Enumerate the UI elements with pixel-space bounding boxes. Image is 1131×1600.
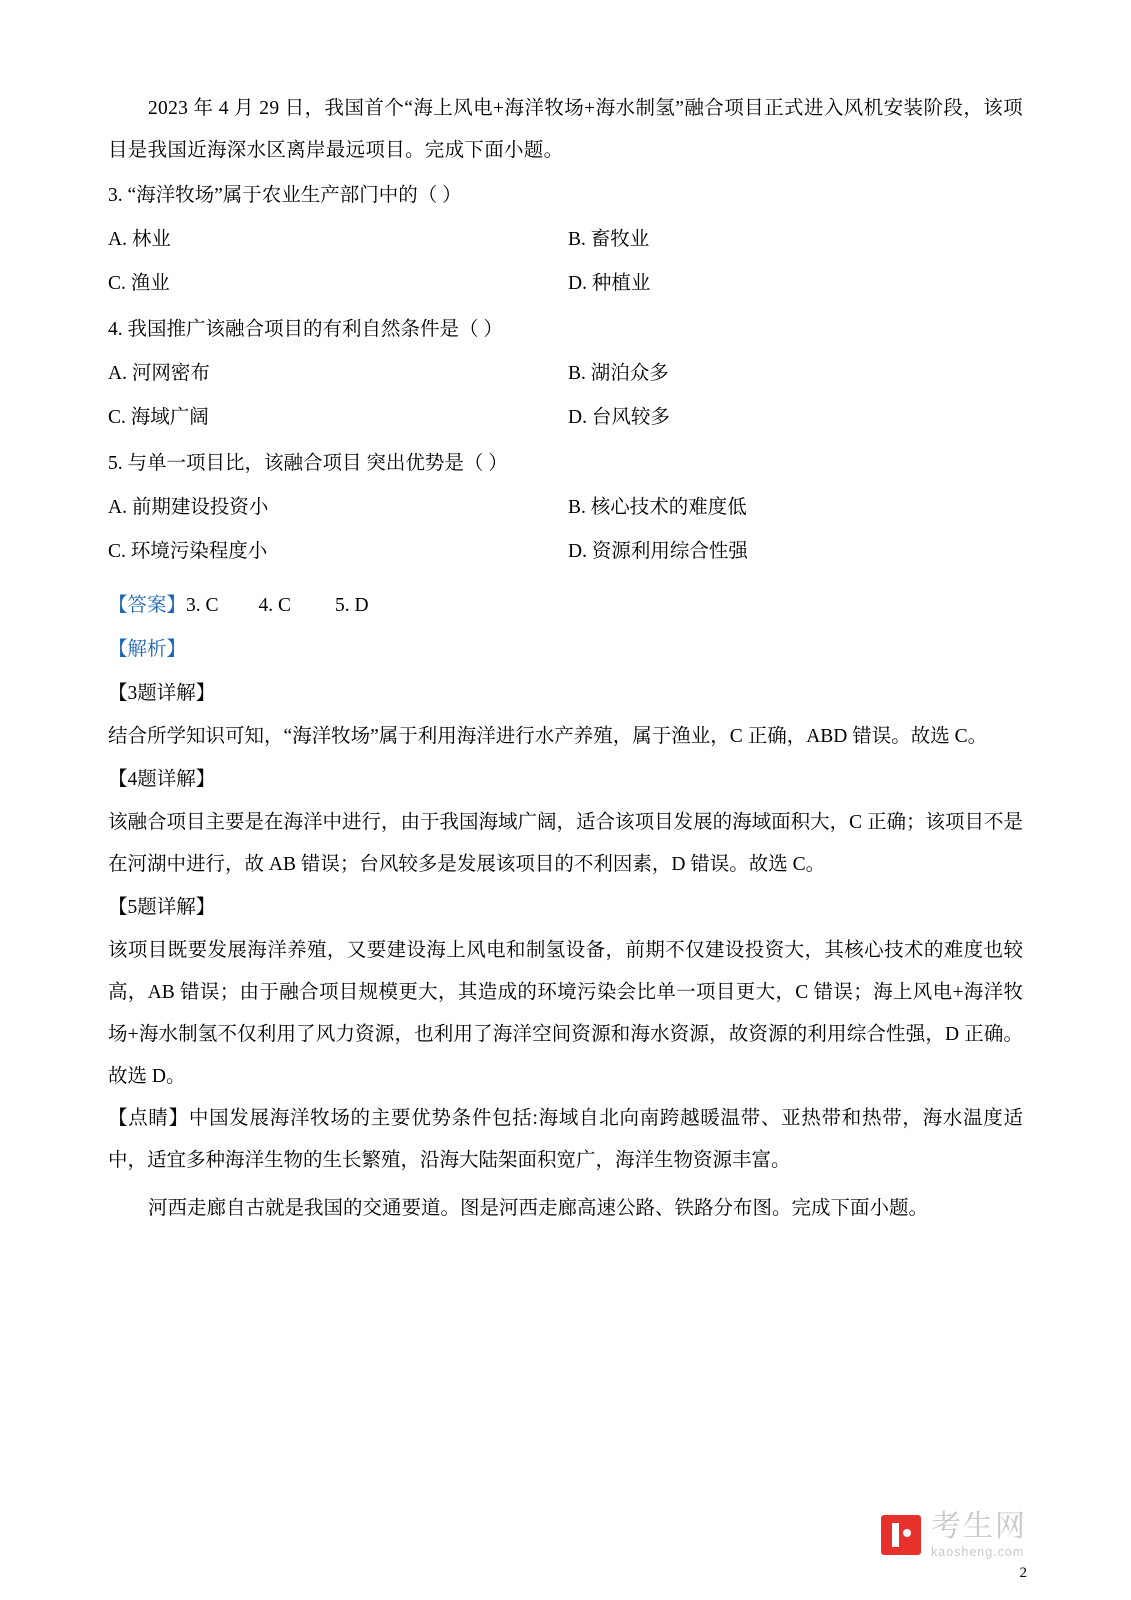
tip-text: 中国发展海洋牧场的主要优势条件包括:海域自北向南跨越暖温带、亚热带和热带，海水温度适中，适宜多种海洋生物的生长繁殖，沿海大陆架面积宽广，海洋生物资源丰富。 (108, 1108, 1023, 1171)
intro-paragraph: 2023 年 4 月 29 日，我国首个“海上风电+海洋牧场+海水制氢”融合项目正式进入风机安装阶段，该项目是我国近海深水区离岸最远项目。完成下面小题。 (108, 98, 1023, 161)
page-number: 2 (1019, 1565, 1027, 1581)
tip-label: 【点睛】 (108, 1108, 189, 1129)
watermark-subtitle: kaosheng.com (931, 1544, 1025, 1559)
closing-paragraph: 河西走廊自古就是我国的交通要道。图是河西走廊高速公路、铁路分布图。完成下面小题。 (148, 1198, 929, 1219)
option-3-b[interactable]: B. 畜牧业 (568, 229, 650, 250)
option-5-a[interactable]: A. 前期建设投资小 (108, 497, 269, 518)
explanation-text-5: 该项目既要发展海洋养殖，又要建设海上风电和制氢设备，前期不仅建设投资大，其核心技术的难度也较高，AB 错误；由于融合项目规模更大，其造成的环境污染会比单一项目更大，C 错误；海上风电+海洋牧场+海水制氢不仅利用了风力资源，也利用了海洋空间资源和海水资源，故资源的利用综合性强，D 正确。故选 D。 (108, 940, 1023, 1087)
watermark (881, 1509, 1027, 1559)
answer-item-5: 5. D (335, 595, 369, 616)
explanation-text-3: 结合所学知识可知，“海洋牧场”属于利用海洋进行水产养殖，属于渔业，C 正确，ABD 错误。故选 C。 (108, 726, 988, 747)
analysis-label: 【解析】 (108, 639, 187, 660)
option-4-c[interactable]: C. 海域广阔 (108, 407, 209, 428)
option-3-d[interactable]: D. 种植业 (568, 273, 651, 294)
watermark-logo-icon (881, 1515, 921, 1555)
question-stem-5: 5. 与单一项目比，该融合项目 突出优势是（ ） (108, 453, 508, 474)
option-5-d[interactable]: D. 资源利用综合性强 (568, 541, 748, 562)
answer-line (108, 584, 1023, 628)
question-stem-3: 3. “海洋牧场”属于农业生产部门中的（ ） (108, 185, 462, 206)
option-3-c[interactable]: C. 渔业 (108, 273, 170, 294)
option-4-d[interactable]: D. 台风较多 (568, 407, 670, 428)
watermark-text (931, 1509, 1027, 1559)
option-4-b[interactable]: B. 湖泊众多 (568, 363, 669, 384)
watermark-title: 考生网 (931, 1509, 1027, 1543)
answer-item-3: 3. C (186, 595, 219, 616)
explanation-text-4: 该融合项目主要是在海洋中进行，由于我国海域广阔，适合该项目发展的海域面积大，C 正确；该项目不是在河湖中进行，故 AB 错误；台风较多是发展该项目的不利因素，D 错误。故选 C。 (108, 812, 1023, 875)
answer-item-4: 4. C (258, 595, 292, 616)
question-3-options-row-1 (108, 218, 1023, 262)
question-stem-4: 4. 我国推广该融合项目的有利自然条件是（ ） (108, 319, 503, 340)
explanation-heading-5: 【5题详解】 (108, 897, 216, 918)
option-4-a[interactable]: A. 河网密布 (108, 363, 210, 384)
question-5-options-row-1 (108, 486, 1023, 530)
question-3-options-row-2 (108, 262, 1023, 306)
option-3-a[interactable]: A. 林业 (108, 229, 171, 250)
option-5-b[interactable]: B. 核心技术的难度低 (568, 497, 747, 518)
answer-label: 【答案】 (108, 595, 187, 616)
option-5-c[interactable]: C. 环境污染程度小 (108, 541, 268, 562)
tip-block (108, 1098, 1023, 1182)
explanation-heading-3: 【3题详解】 (108, 683, 216, 704)
question-4-options-row-2 (108, 396, 1023, 440)
explanation-heading-4: 【4题详解】 (108, 769, 216, 790)
question-5-options-row-2 (108, 530, 1023, 574)
question-4-options-row-1 (108, 352, 1023, 396)
